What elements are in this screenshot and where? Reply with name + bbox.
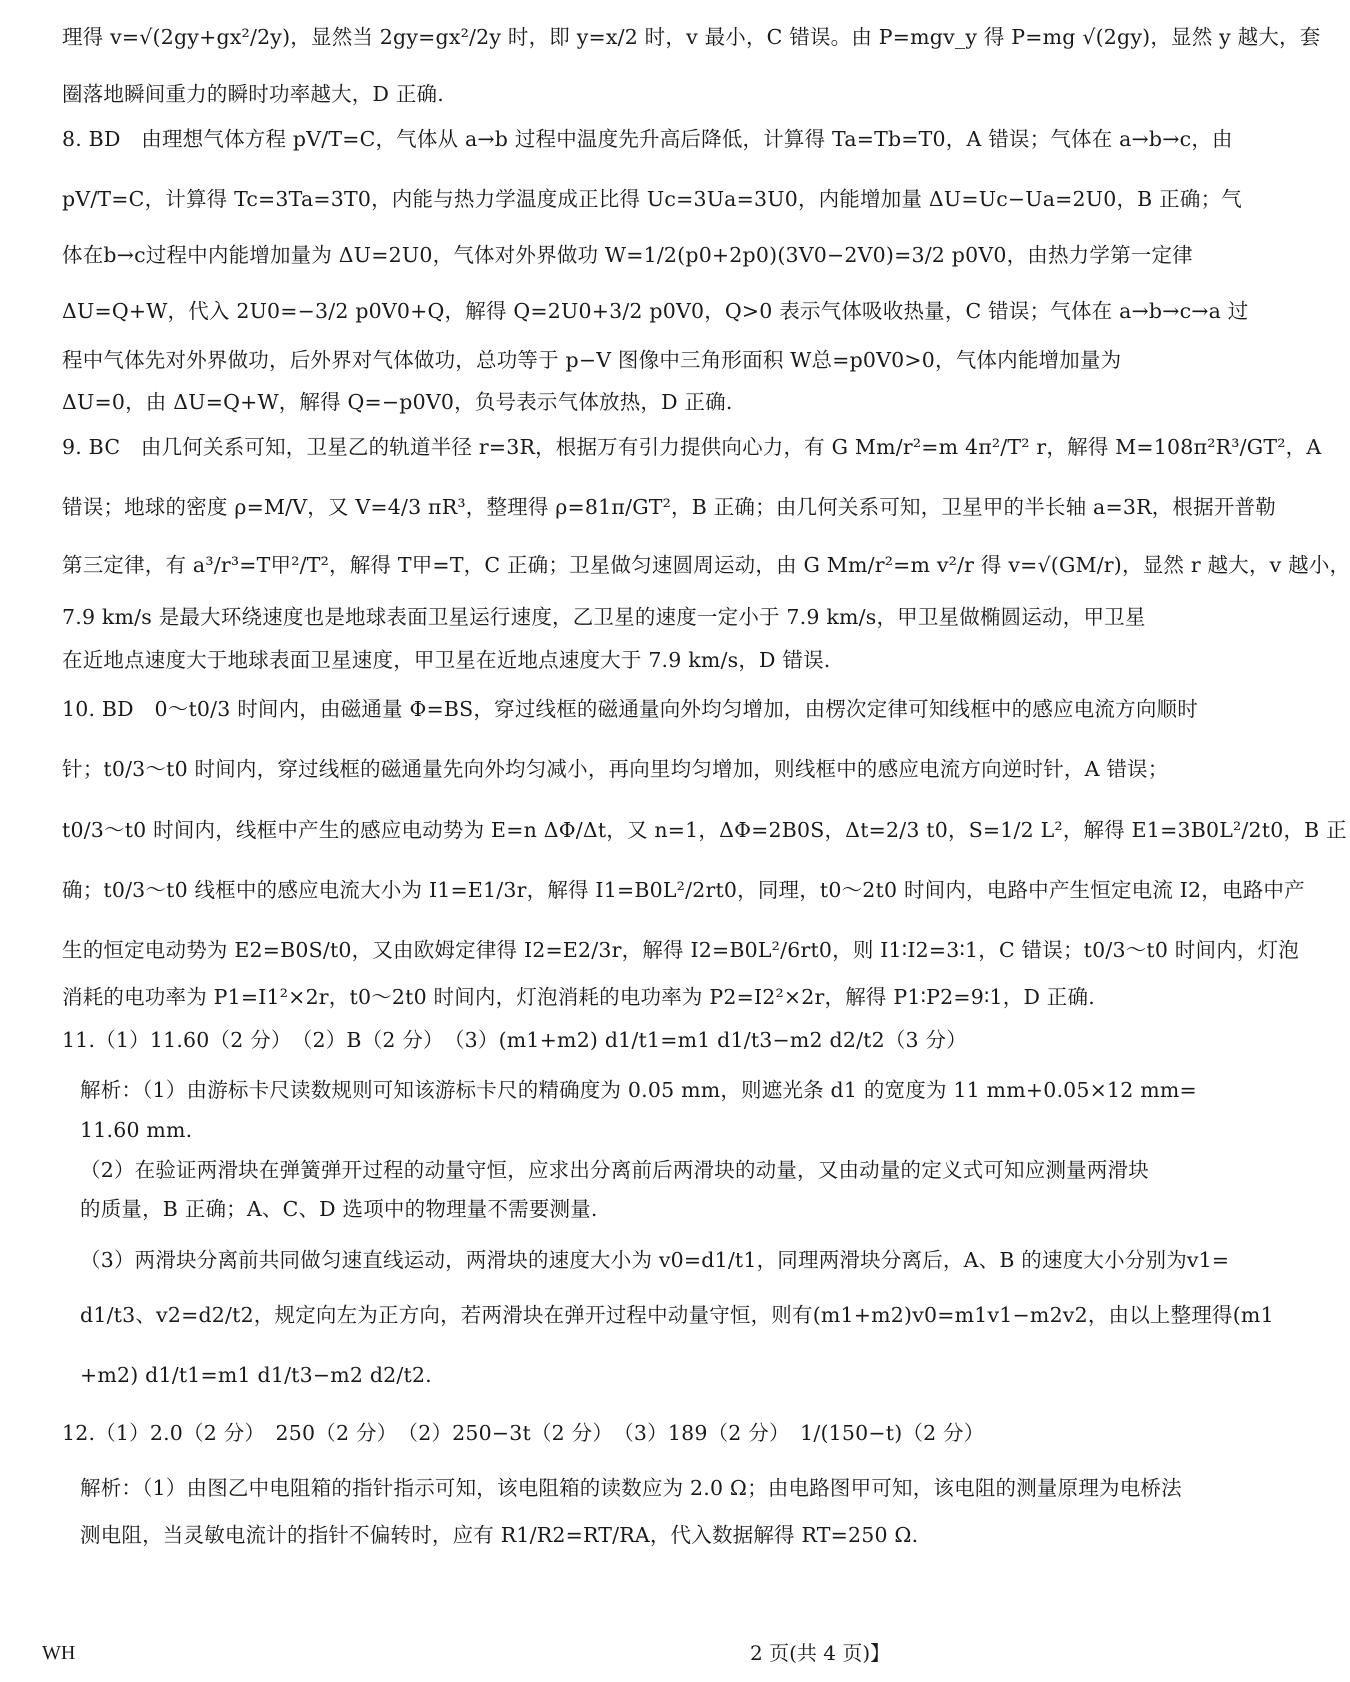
q12-analysis-2: 测电阻，当灵敏电流计的指针不偏转时，应有 R1/R2=RT/RA，代入数据解得 RT=250 Ω. bbox=[80, 1523, 919, 1547]
q12-answer: 12.（1）2.0（2 分） 250（2 分） （2）250−3t（2 分） （3）189（2 分） 1/(150−t)（2 分） bbox=[62, 1421, 985, 1445]
q11-analysis-5: （3）两滑块分离前共同做匀速直线运动，两滑块的速度大小为 v0=d1/t1，同理两滑块分离后，A、B 的速度大小分别为v1= bbox=[80, 1248, 1230, 1272]
q10-line-5: 生的恒定电动势为 E2=B0S/t0，又由欧姆定律得 I2=E2/3r，解得 I2=B0L²/6rt0，则 I1∶I2=3∶1，C 错误；t0/3～t0 时间内，灯泡 bbox=[62, 938, 1299, 962]
q9-line-4: 7.9 km/s 是最大环绕速度也是地球表面卫星运行速度，乙卫星的速度一定小于 7.9 km/s，甲卫星做椭圆运动，甲卫星 bbox=[62, 605, 1146, 629]
footer-page-number: 2 页(共 4 页)】 bbox=[750, 1641, 891, 1665]
q10-line-1: 10. BD 0～t0/3 时间内，由磁通量 Φ=BS，穿过线框的磁通量向外均匀增加，由楞次定律可知线框中的感应电流方向顺时 bbox=[62, 697, 1198, 721]
q11-analysis-1: 解析：（1）由游标卡尺读数规则可知该游标卡尺的精确度为 0.05 mm，则遮光条 d1 的宽度为 11 mm+0.05×12 mm= bbox=[80, 1078, 1197, 1102]
q10-line-4: 确；t0/3～t0 线框中的感应电流大小为 I1=E1/3r，解得 I1=B0L²/2rt0，同理，t0～2t0 时间内，电路中产生恒定电流 I2，电路中产 bbox=[62, 878, 1305, 902]
q8-line-1: 8. BD 由理想气体方程 pV/T=C，气体从 a→b 过程中温度先升高后降低，计算得 Ta=Tb=T0，A 错误；气体在 a→b→c，由 bbox=[62, 127, 1233, 151]
q8-line-3: 体在b→c过程中内能增加量为 ΔU=2U0，气体对外界做功 W=1/2(p0+2p0)(3V0−2V0)=3/2 p0V0，由热力学第一定律 bbox=[62, 243, 1193, 267]
q11-analysis-4: 的质量，B 正确；A、C、D 选项中的物理量不需要测量. bbox=[80, 1197, 598, 1221]
q11-analysis-2: 11.60 mm. bbox=[80, 1118, 193, 1142]
q12-analysis-1: 解析：（1）由图乙中电阻箱的指针指示可知，该电阻箱的读数应为 2.0 Ω；由电路图甲可知，该电阻的测量原理为电桥法 bbox=[80, 1476, 1182, 1500]
q9-line-5: 在近地点速度大于地球表面卫星速度，甲卫星在近地点速度大于 7.9 km/s，D 错误. bbox=[62, 648, 831, 672]
q11-analysis-6: d1/t3、v2=d2/t2，规定向左为正方向，若两滑块在弹开过程中动量守恒，则有(m1+m2)v0=m1v1−m2v2，由以上整理得(m1 bbox=[80, 1303, 1274, 1327]
footer-code: WH bbox=[42, 1642, 76, 1664]
q10-line-6: 消耗的电功率为 P1=I1²×2r，t0～2t0 时间内，灯泡消耗的电功率为 P2=I2²×2r，解得 P1∶P2=9∶1，D 正确. bbox=[62, 985, 1095, 1009]
q7-line-2: 圈落地瞬间重力的瞬时功率越大，D 正确. bbox=[62, 82, 444, 106]
q11-analysis-7: +m2) d1/t1=m1 d1/t3−m2 d2/t2. bbox=[80, 1363, 432, 1387]
q8-line-5: 程中气体先对外界做功，后外界对气体做功，总功等于 p−V 图像中三角形面积 W总=p0V0>0，气体内能增加量为 bbox=[62, 348, 1122, 372]
q9-line-2: 错误；地球的密度 ρ=M/V，又 V=4/3 πR³，整理得 ρ=81π/GT²，B 正确；由几何关系可知，卫星甲的半长轴 a=3R，根据开普勒 bbox=[62, 495, 1276, 519]
q8-line-4: ΔU=Q+W，代入 2U0=−3/2 p0V0+Q，解得 Q=2U0+3/2 p0V0，Q>0 表示气体吸收热量，C 错误；气体在 a→b→c→a 过 bbox=[62, 299, 1249, 323]
q10-line-2: 针；t0/3～t0 时间内，穿过线框的磁通量先向外均匀减小，再向里均匀增加，则线框中的感应电流方向逆时针，A 错误； bbox=[62, 757, 1169, 781]
q8-line-6: ΔU=0，由 ΔU=Q+W，解得 Q=−p0V0，负号表示气体放热，D 正确. bbox=[62, 390, 733, 414]
q11-analysis-3: （2）在验证两滑块在弹簧弹开过程的动量守恒，应求出分离前后两滑块的动量，又由动量的定义式可知应测量两滑块 bbox=[80, 1158, 1149, 1182]
q8-line-2: pV/T=C，计算得 Tc=3Ta=3T0，内能与热力学温度成正比得 Uc=3Ua=3U0，内能增加量 ΔU=Uc−Ua=2U0，B 正确；气 bbox=[62, 187, 1242, 211]
q9-line-1: 9. BC 由几何关系可知，卫星乙的轨道半径 r=3R，根据万有引力提供向心力，有 G Mm/r²=m 4π²/T² r，解得 M=108π²R³/GT²，A bbox=[62, 435, 1322, 459]
q7-line-1: 理得 v=√(2gy+gx²/2y)，显然当 2gy=gx²/2y 时，即 y=x/2 时，v 最小，C 错误。由 P=mgv_y 得 P=mg √(2gy)，显然 y 越大，套 bbox=[62, 25, 1321, 49]
q9-line-3: 第三定律，有 a³/r³=T甲²/T²，解得 T甲=T，C 正确；卫星做匀速圆周运动，由 G Mm/r²=m v²/r 得 v=√(GM/r)，显然 r 越大，v 越小， bbox=[62, 553, 1350, 577]
q10-line-3: t0/3～t0 时间内，线框中产生的感应电动势为 E=n ΔΦ/Δt，又 n=1，ΔΦ=2B0S，Δt=2/3 t0，S=1/2 L²，解得 E1=3B0L²/2t0，B 正 bbox=[62, 818, 1347, 842]
q11-answer: 11.（1）11.60（2 分） （2）B（2 分） （3）(m1+m2) d1/t1=m1 d1/t3−m2 d2/t2（3 分） bbox=[62, 1028, 967, 1052]
